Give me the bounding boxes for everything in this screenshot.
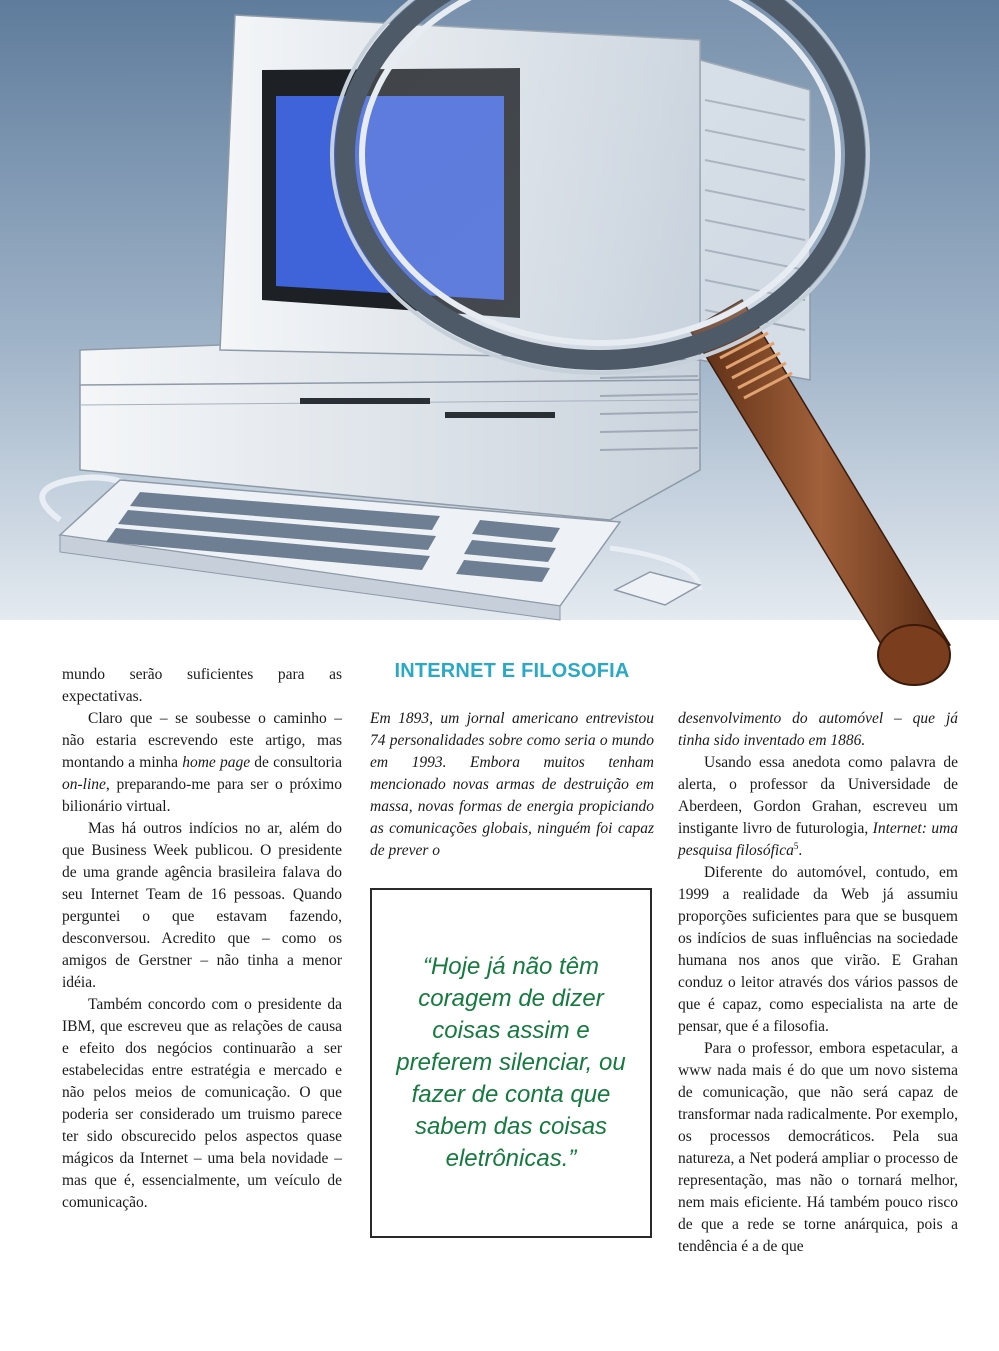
pull-quote-text: “Hoje já não têm coragem de dizer coisas assim e preferem silenciar, ou fazer de conta que sabem das coisas eletrônicas.” xyxy=(396,953,626,1172)
pull-quote-box xyxy=(370,888,652,1238)
left-paragraph-3: Mas há outros indícios no ar, além do que Business Week publicou. O presidente de uma grande agência brasileira falava do seu Internet Team de 16 pessoas. Quando perguntei o que estavam fazendo, desconversou. Acredito que – como os amigos de Gerstner – não tinha a menor idéia. xyxy=(62,820,342,991)
left-paragraph-4: Também concordo com o presidente da IBM, que escreveu que as relações de causa e efeito dos negócios continuarão a ser estabelecidas entre estratégia e mercado e não pelos meios de comunicação. O que poderia ser considerado um truismo parece ter sido obscurecido pelos aspectos quase mágicos da Internet – uma bela novidade – mas que é, essencialmente, um veículo de comunicação. xyxy=(62,996,342,1211)
right-text-column xyxy=(678,708,958,1258)
left-paragraph-2: Claro que – se soubesse o caminho – não estaria escrevendo este artigo, mas montando a minha home page de consultoria on-line, preparando-me para ser o próximo bilionário virtual. xyxy=(62,710,342,815)
middle-paragraph-1: Em 1893, um jornal americano entrevistou 74 personalidades sobre como seria o mundo em 1993. Embora muitos tenham mencionado novas armas de destruição em massa, novas formas de energia propiciando as comunicações globais, ninguém foi capaz de prever o xyxy=(370,710,654,859)
right-paragraph-1: desenvolvimento do automóvel – que já tinha sido inventado em 1886. xyxy=(678,710,958,749)
left-paragraph-1: mundo serão suficientes para as expectativas. xyxy=(62,666,342,705)
middle-text-column xyxy=(370,708,654,862)
right-paragraph-4: Para o professor, embora espetacular, a www nada mais é do que um novo sistema de comunicação, que não será capaz de transformar nada radicalmente. Por exemplo, os processos democráticos. Pela sua natureza, a Net poderá ampliar o processo de representação, mas não o tornará melhor, nem mais eficiente. Há também pouco risco de que a rede se torne anárquica, pois a tendência é a de que xyxy=(678,1040,958,1255)
right-paragraph-3: Diferente do automóvel, contudo, em 1999 a realidade da Web já assumiu proporções suficientes para que se busquem os indícios de suas influências na sociedade humana nos anos que virão. E Grahan conduz o leitor através dos vários passos de que é capaz, como especialista na arte de pensar, que é a filosofia. xyxy=(678,864,958,1035)
left-text-column xyxy=(62,664,342,1214)
section-heading: INTERNET E FILOSOFIA xyxy=(394,660,630,682)
right-paragraph-2: Usando essa anedota como palavra de alerta, o professor da Universidade de Aberdeen, Gordon Grahan, escreveu um instigante livro de futurologia, Internet: uma pesquisa filosófica$^5$. xyxy=(678,754,959,859)
